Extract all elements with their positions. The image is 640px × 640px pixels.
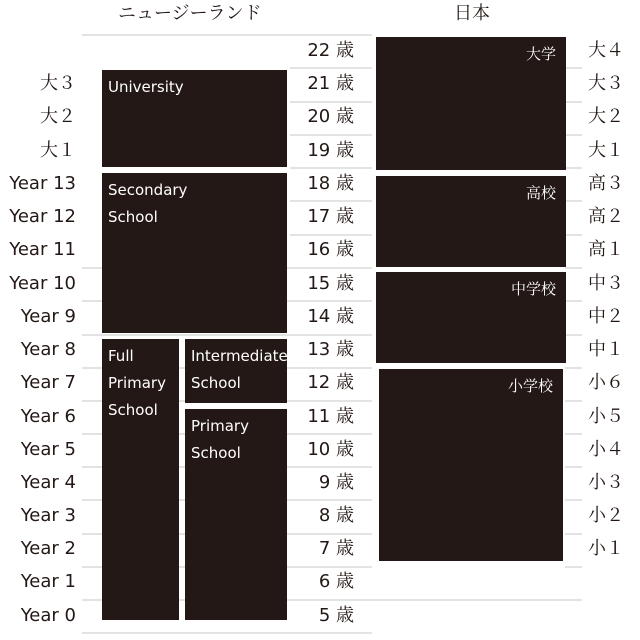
nz-level-label: Year 12 bbox=[9, 206, 76, 227]
age-label: 18 歳 bbox=[307, 173, 354, 194]
age-label: 7 歳 bbox=[318, 538, 354, 559]
label-line: Intermediate bbox=[191, 347, 288, 365]
age-label: 17 歳 bbox=[307, 206, 354, 227]
jp-grade-label: 高２ bbox=[588, 206, 624, 227]
grid-line bbox=[565, 499, 582, 501]
nz-level-label: Year 9 bbox=[20, 306, 76, 327]
nz-intermediate-school-block bbox=[185, 339, 287, 403]
nz-level-label: Year 6 bbox=[20, 406, 76, 427]
label-line: School bbox=[191, 444, 241, 462]
age-label: 21 歳 bbox=[307, 73, 354, 94]
grid-line bbox=[565, 367, 582, 369]
grid-line bbox=[290, 234, 372, 236]
grid-line bbox=[565, 433, 582, 435]
grid-line bbox=[565, 101, 582, 103]
nz-level-label: Year 1 bbox=[20, 571, 76, 592]
age-label: 6 歳 bbox=[318, 571, 354, 592]
grid-line bbox=[565, 134, 582, 136]
nz-primary-school-block bbox=[185, 409, 287, 620]
nz-secondary-school-block bbox=[102, 173, 287, 333]
jp-grade-label: 小４ bbox=[588, 439, 624, 460]
age-label: 5 歳 bbox=[318, 605, 354, 626]
age-label: 13 歳 bbox=[307, 339, 354, 360]
jp-grade-label: 小３ bbox=[588, 472, 624, 493]
label-line: Secondary bbox=[108, 181, 188, 199]
grid-line bbox=[82, 34, 372, 36]
age-label: 12 歳 bbox=[307, 372, 354, 393]
grid-line bbox=[82, 632, 372, 634]
age-label: 9 歳 bbox=[318, 472, 354, 493]
nz-header: ニュージーランド bbox=[118, 3, 262, 24]
grid-line bbox=[565, 400, 582, 402]
age-label: 11 歳 bbox=[307, 406, 354, 427]
jp-grade-label: 大３ bbox=[588, 73, 624, 94]
nz-level-label: Year 10 bbox=[9, 273, 76, 294]
jp-high-school-label: 高校 bbox=[525, 184, 556, 202]
jp-elementary-school-label: 小学校 bbox=[507, 377, 553, 395]
grid-line bbox=[290, 200, 372, 202]
jp-grade-label: 中２ bbox=[588, 306, 624, 327]
label-line: Primary bbox=[191, 417, 249, 435]
jp-grade-label: 大２ bbox=[588, 106, 624, 127]
age-label: 16 歳 bbox=[307, 239, 354, 260]
nz-level-label: Year 11 bbox=[9, 239, 76, 260]
nz-level-label: Year 3 bbox=[20, 505, 76, 526]
nz-university-label: University bbox=[108, 78, 184, 96]
jp-grade-label: 高３ bbox=[588, 173, 624, 194]
grid-line bbox=[565, 67, 582, 69]
jp-grade-label: 中３ bbox=[588, 273, 624, 294]
age-label: 10 歳 bbox=[307, 439, 354, 460]
jp-grade-label: 小５ bbox=[588, 406, 624, 427]
nz-secondary-school-label bbox=[108, 177, 187, 231]
age-label: 8 歳 bbox=[318, 505, 354, 526]
nz-level-label: 大２ bbox=[40, 106, 76, 127]
grid-line bbox=[565, 200, 582, 202]
nz-level-label: Year 8 bbox=[20, 339, 76, 360]
nz-full-primary-school-label bbox=[108, 343, 166, 424]
grid-line bbox=[290, 134, 372, 136]
nz-level-label: Year 4 bbox=[20, 472, 76, 493]
grid-line bbox=[565, 466, 582, 468]
jp-grade-label: 小６ bbox=[588, 372, 624, 393]
jp-grade-label: 小１ bbox=[588, 538, 624, 559]
nz-level-label: Year 2 bbox=[20, 538, 76, 559]
label-line: Full bbox=[108, 347, 134, 365]
nz-level-label: 大１ bbox=[40, 140, 76, 161]
grid-line bbox=[290, 67, 372, 69]
age-label: 15 歳 bbox=[307, 273, 354, 294]
jp-university-label: 大学 bbox=[525, 45, 556, 63]
grid-line bbox=[290, 167, 372, 169]
nz-intermediate-school-label bbox=[191, 343, 288, 397]
nz-full-primary-school-block bbox=[102, 339, 179, 620]
jp-grade-label: 高１ bbox=[588, 239, 624, 260]
jp-grade-label: 大１ bbox=[588, 140, 624, 161]
nz-level-label: Year 0 bbox=[20, 605, 76, 626]
jp-middle-school-label: 中学校 bbox=[510, 280, 556, 298]
grid-line bbox=[290, 101, 372, 103]
age-label: 20 歳 bbox=[307, 106, 354, 127]
grid-line bbox=[565, 300, 582, 302]
age-label: 22 歳 bbox=[307, 40, 354, 61]
label-line: Primary bbox=[108, 374, 166, 392]
nz-level-label: Year 7 bbox=[20, 372, 76, 393]
nz-university-block bbox=[102, 70, 287, 167]
grid-line bbox=[82, 334, 372, 336]
grid-line bbox=[565, 566, 582, 568]
japan-header: 日本 bbox=[454, 3, 490, 24]
jp-grade-label: 小２ bbox=[588, 505, 624, 526]
nz-level-label: Year 5 bbox=[20, 439, 76, 460]
grid-line bbox=[565, 234, 582, 236]
age-label: 19 歳 bbox=[307, 140, 354, 161]
nz-level-label: 大３ bbox=[40, 73, 76, 94]
grid-line bbox=[565, 267, 582, 269]
age-label: 14 歳 bbox=[307, 306, 354, 327]
grid-line bbox=[565, 334, 582, 336]
label-line: School bbox=[108, 401, 158, 419]
jp-grade-label: 中１ bbox=[588, 339, 624, 360]
jp-high-school-block bbox=[376, 176, 566, 267]
grid-line bbox=[565, 533, 582, 535]
nz-primary-school-label bbox=[191, 413, 249, 467]
jp-university-block bbox=[376, 37, 566, 170]
jp-grade-label: 大４ bbox=[588, 40, 624, 61]
grid-line bbox=[565, 167, 582, 169]
nz-level-label: Year 13 bbox=[9, 173, 76, 194]
label-line: School bbox=[108, 208, 158, 226]
jp-elementary-school-block bbox=[379, 369, 563, 561]
label-line: School bbox=[191, 374, 241, 392]
jp-middle-school-block bbox=[376, 272, 566, 363]
